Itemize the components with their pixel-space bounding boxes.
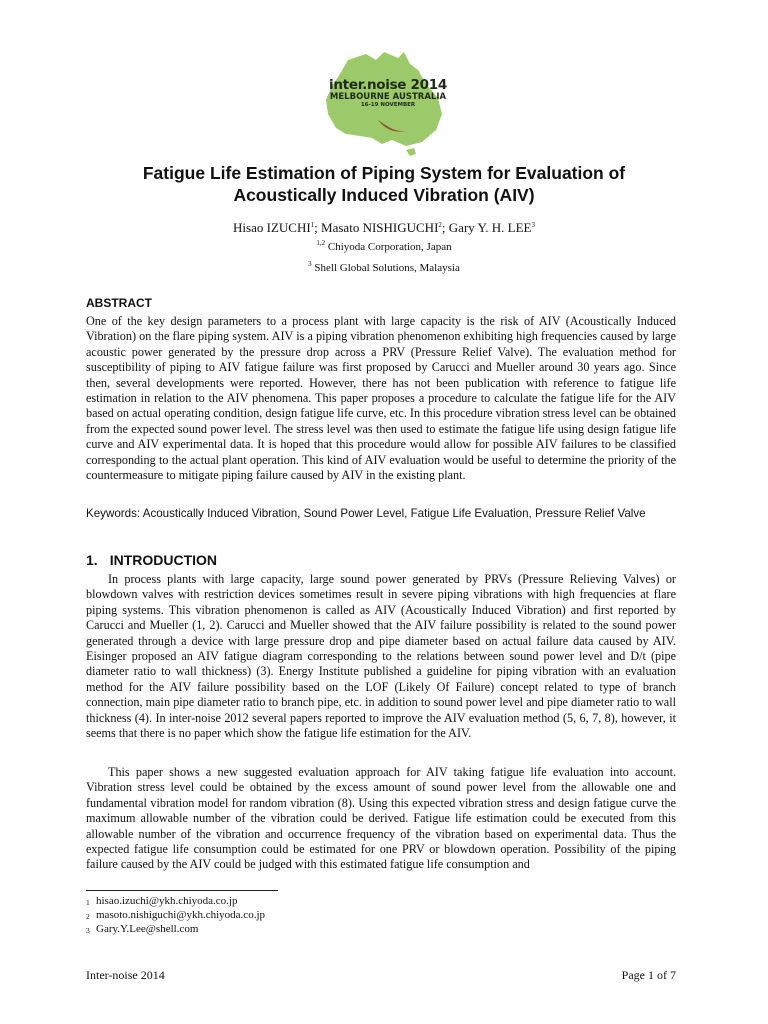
conference-logo (318, 50, 452, 158)
affiliation-sup: 3 (308, 260, 312, 268)
affiliation-text: Chiyoda Corporation, Japan (327, 241, 452, 253)
title-line-1: Fatigue Life Estimation of Piping System for Evaluation of (142, 163, 626, 183)
author-name: Hisao IZUCHI (233, 220, 311, 235)
footer-page-number: Page 1 of 7 (621, 968, 676, 982)
footnote-email-link[interactable]: Gary.Y.Lee@shell.com (96, 923, 199, 935)
footnote-mark: 2 (86, 912, 90, 921)
abstract-heading: ABSTRACT (86, 296, 152, 310)
footnote (86, 923, 265, 937)
author-separator: ; (314, 220, 322, 235)
author-name: Gary Y. H. LEE (448, 220, 532, 235)
footnote (86, 909, 265, 923)
section-title: INTRODUCTION (109, 552, 218, 568)
paper-title (60, 162, 708, 206)
affiliation-text: Shell Global Solutions, Malaysia (314, 262, 460, 274)
author-separator: ; (441, 220, 449, 235)
logo-location: MELBOURNE AUSTRALIA (329, 92, 447, 102)
author-name: Masato NISHIGUCHI (321, 220, 439, 235)
title-line-2: Acoustically Induced Vibration (AIV) (233, 185, 535, 205)
affiliation (60, 241, 708, 253)
footnote (86, 895, 265, 909)
intro-paragraph-1: In process plants with large capacity, large sound power generated by PRVs (Pressure Relieving Valves) or blowdown valves with restriction devices sometimes result in severe piping vibrations with high frequencies at flare piping systems. This vibration phenomenon is called as AIV (Acoustically Induced Vibration) and first reported by Carucci and Mueller (1, 2). Carucci and Mueller showed that the AIV failure possibility is related to the sound power generated through a device with large pressure drop and pipe diameter based on actual failure data caused by AIV. Eisinger proposed an AIV fatigue diagram corresponding to the relations between sound power level and D/t (pipe diameter ratio to wall thickness) (3). Energy Institute published a guideline for piping vibration with an evaluation method for the AIV failure possibility based on the LOF (Likely Of Failure) concept related to type of branch connection, main pipe diameter ratio to branch pipe, etc. in addition to sound power level and pipe diameter ratio to wall thickness (4). In inter-noise 2012 several papers reported to improve the AIV evaluation method (5, 6, 7, 8), however, it seems that there is no paper which show the fatigue life estimation for the AIV. (86, 572, 676, 741)
intro-paragraph-2: This paper shows a new suggested evaluation approach for AIV taking fatigue life evaluation into account. Vibration stress level could be obtained by the excess amount of sound power level from the allowable one and fundamental vibration model for random vibration (8). Using this expected vibration stress and design fatigue curve the maximum allowable number of the vibration could be derived. Fatigue life estimation could be executed from this allowable number of the vibration and occurrence frequency of the vibration based on experimental data. Thus the expected fatigue life consumption could be estimated for one PRV or blowdown operation. Possibility of the piping failure caused by the AIV could be judged with this estimated fatigue life consumption and (86, 765, 676, 872)
abstract-body: One of the key design parameters to a process plant with large capacity is the risk of AIV (Acoustically Induced Vibration) on the flare piping system. AIV is a piping vibration phenomenon exhibiting high frequencies caused by large acoustic power generated by the pressure drop across a PRV (Pressure Relief Valve). The evaluation method for susceptibility of piping to AIV fatigue failure was first proposed by Carucci and Mueller around 30 years ago. Since then, several developments were reported. However, there has not been publication with reference to fatigue life estimation in relation to the AIV phenomena. This paper proposes a procedure to calculate the fatigue life for the AIV based on actual operating condition, design fatigue life curve, etc. In this procedure vibration stress level can be obtained from the expected sound power level. The stress level was then used to estimate the fatigue life using design fatigue life curve and AIV experimental data. It is hoped that this procedure would allow for possible AIV failures to be classified corresponding to the actual plant operation. This kind of AIV evaluation would be useful to determine the priority of the countermeasure to mitigate piping failure caused by AIV in the existing plant. (86, 314, 676, 483)
footnote-divider (86, 890, 278, 891)
affiliation-sup: 1,2 (316, 239, 326, 247)
footnote-mark: 3 (86, 926, 90, 935)
section-number: 1. (86, 552, 98, 568)
logo-dates: 16-19 NOVEMBER (360, 102, 416, 108)
author-sup: 3 (531, 221, 535, 229)
footnote-mark: 1 (86, 898, 90, 907)
footnotes (86, 895, 265, 937)
section-heading-introduction (86, 552, 217, 568)
logo-title: inter.noise 2014 (329, 77, 447, 93)
author-sup: 1 (310, 221, 315, 229)
footnote-email-link[interactable]: masoto.nishiguchi@ykh.chiyoda.co.jp (96, 909, 265, 921)
keywords: Keywords: Acoustically Induced Vibration, Sound Power Level, Fatigue Life Evaluation, Pressure Relief Valve (86, 507, 646, 520)
footer-conference: Inter-noise 2014 (86, 968, 165, 982)
author-sup: 2 (438, 221, 442, 229)
author-list (60, 220, 708, 236)
footnote-email-link[interactable]: hisao.izuchi@ykh.chiyoda.co.jp (96, 895, 238, 907)
affiliation (60, 262, 708, 274)
